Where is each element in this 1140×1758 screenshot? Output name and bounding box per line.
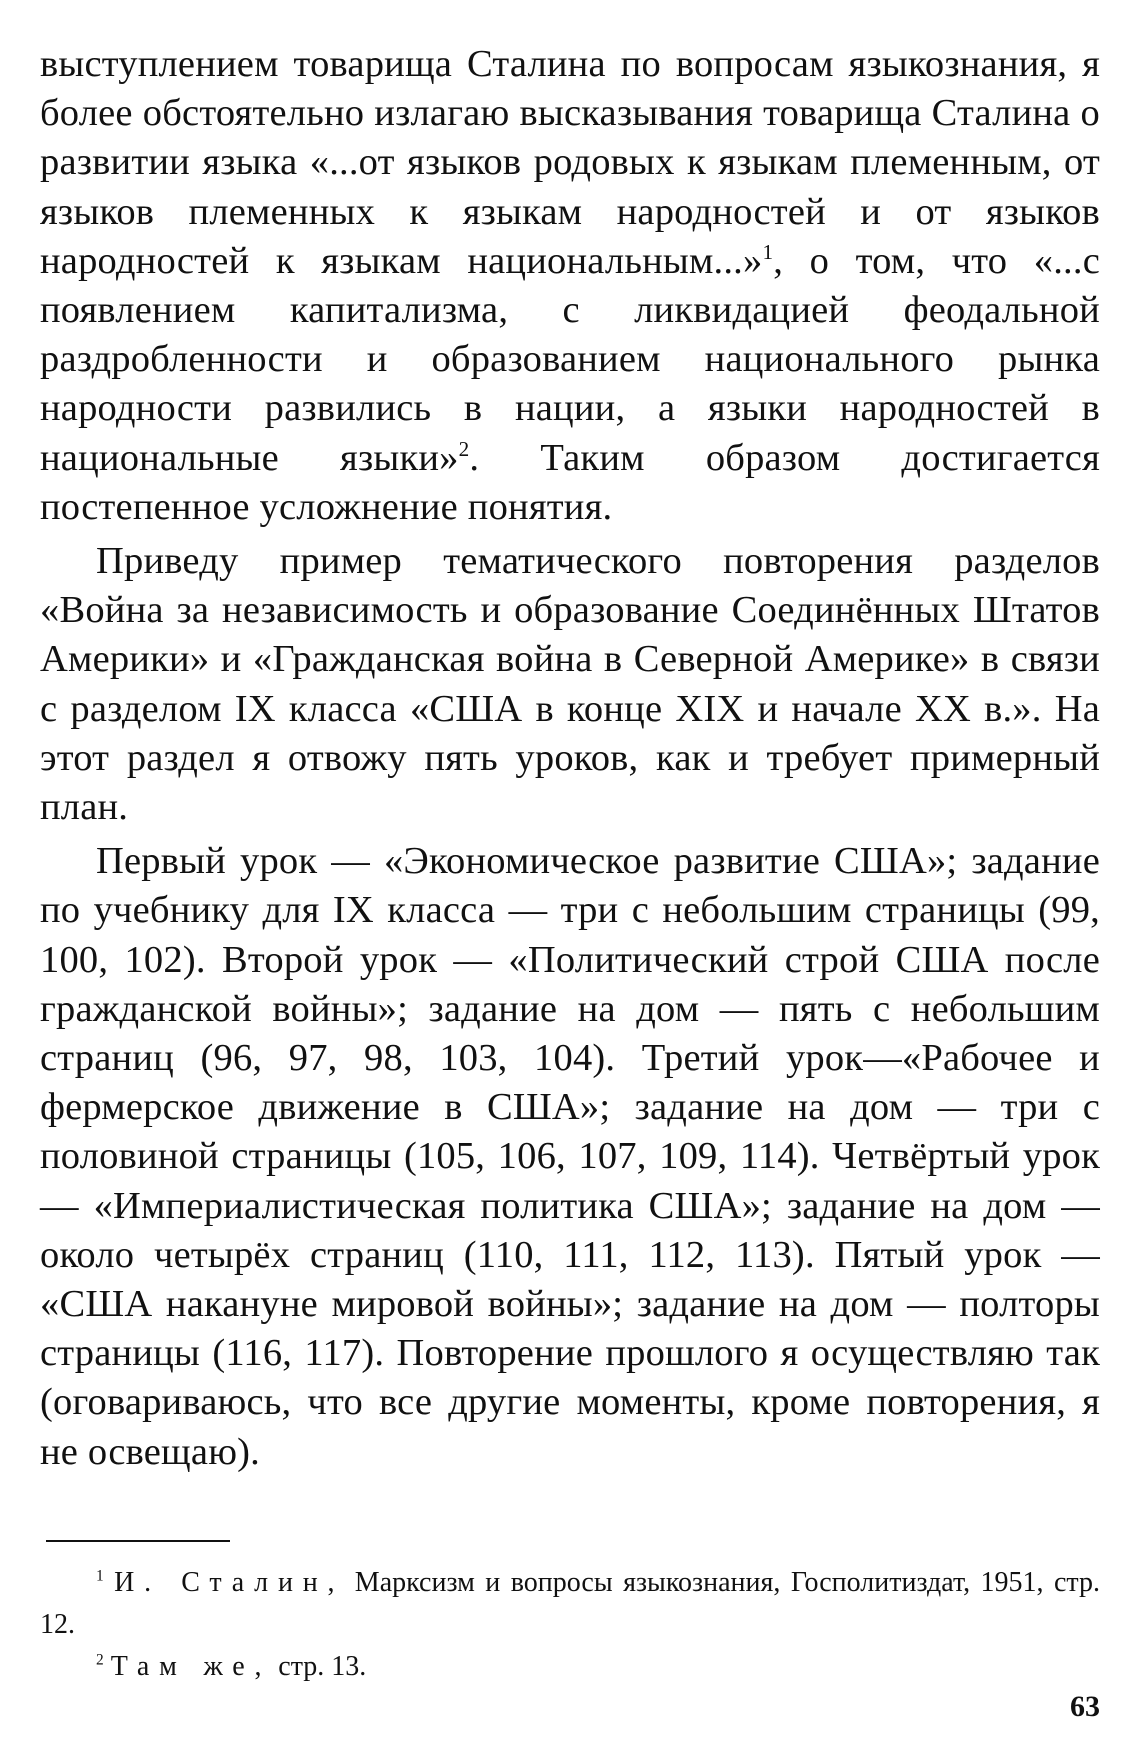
footnote-marker: 2 (96, 1651, 104, 1669)
footnote-separator (46, 1540, 230, 1542)
footnote-ref: 1 (762, 239, 774, 264)
footnote-item (40, 1646, 1100, 1688)
paragraph-continuation (40, 40, 1100, 532)
paragraph: Первый урок — «Экономическое развитие США»; задание по учебнику для IX класса — три с небольшим страницы (99, 100, 102). Второй урок — «Политический строй США после гражданской войны»; задание на дом — пять с небольшим страниц (96, 97, 98, 103, 104). Третий урок—«Рабочее и фермерское движение в США»; задание на дом — три с половиной страницы (105, 106, 107, 109, 114). Четвёртый урок — «Империалистическая политика США»; задание на дом — около четырёх страниц (110, 111, 112, 113). Пятый урок — «США накануне мировой войны»; задание на дом — полторы страницы (116, 117). Повторение прошлого я осуществляю так (оговариваюсь, что все другие моменты, кроме повторения, я не освещаю). (40, 840, 1100, 1473)
footnote-item (40, 1562, 1100, 1646)
paragraph-text: выступлением товарища Сталина по вопросам языкознания, я более обстоятельно излагаю высказывания товарища Сталина о развитии языка «...от языков родовых к языкам племенным, от языков племенных к языкам народностей и от языков народностей к языкам национальным...» (40, 43, 1100, 282)
footnote-marker: 1 (96, 1567, 104, 1585)
footnote-text: стр. 13. (271, 1651, 367, 1682)
footnote-text: Марксизм и вопросы языкознания, Госполитиздат, 1951, стр. 12. (40, 1567, 1101, 1640)
paragraph-text: . Таким образом достигается постепенное усложнение понятия. (40, 436, 1100, 528)
footnote-author: И. Сталин, (114, 1567, 345, 1598)
page-number: 63 (1070, 1690, 1100, 1723)
footnotes (40, 1562, 1100, 1688)
paragraph: Приведу пример тематического повторения разделов «Война за независимость и образование Соединённых Штатов Америки» и «Гражданская война в Северной Америке» в связи с разделом IX класса «США в конце XIX и начале XX в.». На этот раздел я отвожу пять уроков, как и требует примерный план. (40, 540, 1100, 829)
page-body (40, 40, 1100, 1477)
footnote-ref: 2 (458, 436, 470, 461)
paragraph-text: , о том, что «...с появлением капитализма, с ликвидацией феодальной раздробленности и образованием национального рынка народности развились в нации, а языки народностей в национальные языки» (40, 239, 1100, 479)
footnote-author: Там же, (110, 1651, 272, 1682)
